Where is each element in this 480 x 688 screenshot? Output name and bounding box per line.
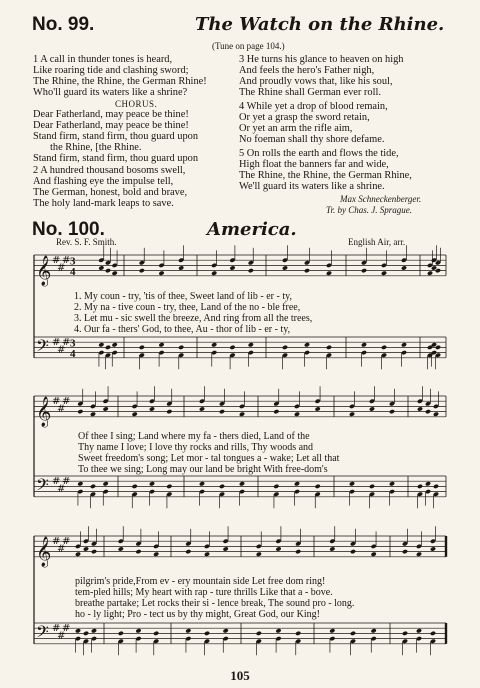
- note-head: [350, 549, 356, 554]
- note-head: [350, 631, 356, 636]
- note-head: [105, 268, 111, 273]
- verse-line: High float the banners far and wide,: [239, 159, 389, 170]
- sharp-icon: #: [57, 483, 66, 495]
- verse-line: We'll guard its waters like a shrine.: [239, 181, 385, 192]
- note-head: [158, 342, 164, 347]
- note-head: [91, 549, 97, 554]
- note-head: [248, 268, 254, 273]
- note-head: [349, 481, 355, 486]
- verse-line: Like roaring tide and clashing sword;: [33, 65, 189, 76]
- note-head: [315, 406, 321, 411]
- note-head: [381, 345, 387, 350]
- note-head: [204, 631, 210, 636]
- note-head: [282, 345, 288, 350]
- note-head: [149, 406, 155, 411]
- note-head: [315, 484, 321, 489]
- note-head: [416, 628, 422, 633]
- verse-line: 2 A hundred thousand bosoms swell,: [33, 165, 186, 176]
- sharp-icon: #: [52, 395, 61, 407]
- note-head: [219, 409, 225, 414]
- hymn-99-title: The Watch on the Rhine.: [195, 14, 445, 35]
- note-head: [204, 552, 210, 557]
- note-head: [90, 412, 96, 417]
- sharp-icon: #: [57, 262, 66, 274]
- note-head: [118, 546, 124, 551]
- time-signature: 4: [70, 265, 76, 278]
- verse-line: The Rhine shall German ever roll.: [239, 87, 381, 98]
- note-head: [369, 484, 375, 489]
- note-head: [83, 546, 89, 551]
- sharp-icon: #: [52, 475, 61, 487]
- sharp-icon: #: [52, 535, 61, 547]
- note-head: [166, 409, 172, 414]
- bass-clef-icon: 𝄢: [36, 621, 49, 646]
- note-head: [275, 546, 281, 551]
- note-head: [199, 481, 205, 486]
- treble-clef-icon: 𝄞: [36, 536, 52, 567]
- verse-line: The Rhine, the Rhine, the German Rhine,: [239, 170, 412, 181]
- note-head: [132, 412, 138, 417]
- lyric-line: pilgrim's pride,From ev - ery mountain side Let free dom ring!: [75, 576, 326, 587]
- note-head: [326, 271, 332, 276]
- note-head: [135, 549, 141, 554]
- verse-line: Or yet a grasp the sword retain,: [239, 112, 370, 123]
- note-head: [294, 481, 300, 486]
- time-signature: 4: [70, 347, 76, 360]
- note-head: [369, 406, 375, 411]
- note-head: [294, 412, 300, 417]
- note-head: [77, 481, 83, 486]
- verse-line: Who'll guard its waters like a shrine?: [33, 87, 188, 98]
- note-head: [211, 271, 217, 276]
- note-head: [77, 409, 83, 414]
- lyric-line: 3. Let mu - sic swell the breeze, And ring from all the trees,: [74, 313, 313, 324]
- note-head: [326, 345, 332, 350]
- note-head: [91, 628, 97, 633]
- note-head: [178, 265, 184, 270]
- note-head: [219, 484, 225, 489]
- note-head: [135, 628, 141, 633]
- note-head: [153, 631, 159, 636]
- lyric-line: 2. My na - tive coun - try, thee, Land of the no - ble free,: [74, 302, 301, 313]
- translator-credit: Tr. by Chas. J. Sprague.: [326, 205, 413, 215]
- bass-clef-icon: 𝄢: [36, 335, 49, 360]
- verse-line: Dear Fatherland, may peace be thine!: [33, 120, 189, 131]
- note-head: [371, 628, 377, 633]
- note-head: [158, 271, 164, 276]
- sharp-icon: #: [52, 622, 61, 634]
- note-head: [304, 268, 310, 273]
- note-head: [256, 631, 262, 636]
- verse-line: 1 A call in thunder tones is heard,: [33, 54, 173, 65]
- verse-line: And proudly vows that, like his soul,: [239, 76, 393, 87]
- note-head: [239, 412, 245, 417]
- note-head: [178, 345, 184, 350]
- verse-line: the Rhine, [the Rhine.: [50, 142, 142, 153]
- lyric-line: 4. Our fa - thers' God, to thee, Au - thor of lib - er - ty,: [74, 324, 291, 335]
- note-head: [416, 552, 422, 557]
- note-head: [139, 268, 145, 273]
- note-head: [402, 631, 408, 636]
- note-head: [329, 628, 335, 633]
- note-head: [381, 271, 387, 276]
- note-head: [90, 484, 96, 489]
- note-head: [256, 552, 262, 557]
- lyric-line: To thee we sing; Long may our land be bright With free-dom's: [78, 464, 328, 475]
- sharp-icon: #: [62, 535, 71, 547]
- note-head: [185, 628, 191, 633]
- verse-line: The Rhine, the Rhine, the German Rhine!: [33, 76, 207, 87]
- note-head: [425, 409, 431, 414]
- note-head: [361, 268, 367, 273]
- page-number: 105: [230, 668, 250, 683]
- note-head: [273, 409, 279, 414]
- verse-line: Stand firm, stand firm, thou guard upon: [33, 131, 199, 142]
- bass-clef-icon: 𝄢: [36, 474, 49, 499]
- sharp-icon: #: [62, 336, 71, 348]
- sharp-icon: #: [57, 403, 66, 415]
- note-head: [223, 628, 229, 633]
- sharp-icon: #: [62, 475, 71, 487]
- note-head: [329, 546, 335, 551]
- verse-line: And flashing eye the impulse tell,: [33, 176, 174, 187]
- time-signature: 3: [70, 337, 76, 350]
- note-head: [433, 484, 439, 489]
- verse-line: 5 On rolls the earth and flows the tide,: [239, 148, 399, 159]
- note-head: [427, 271, 433, 276]
- sharp-icon: #: [62, 622, 71, 634]
- sharp-icon: #: [52, 254, 61, 266]
- note-head: [229, 265, 235, 270]
- sharp-icon: #: [57, 344, 66, 356]
- note-head: [103, 406, 109, 411]
- lyric-line: tem-pled hills; My heart with rap - ture thrills Like that a - bove.: [75, 587, 333, 598]
- note-head: [401, 342, 407, 347]
- verse-line: Dear Fatherland, may peace be thine!: [33, 109, 189, 120]
- note-head: [282, 265, 288, 270]
- note-head: [239, 481, 245, 486]
- note-head: [132, 484, 138, 489]
- note-head: [295, 631, 301, 636]
- note-head: [295, 549, 301, 554]
- note-head: [349, 412, 355, 417]
- note-head: [149, 481, 155, 486]
- note-head: [304, 342, 310, 347]
- note-head: [75, 552, 81, 557]
- hymn-100-tune: English Air, arr.: [348, 237, 406, 247]
- note-head: [153, 552, 159, 557]
- lyric-line: breathe partake; Let rocks their si - lence break, The sound pro - long.: [75, 598, 355, 609]
- note-head: [83, 631, 89, 636]
- verse-line: No foeman shall thy shore defame.: [239, 134, 385, 145]
- note-head: [417, 406, 423, 411]
- sharp-icon: #: [62, 395, 71, 407]
- sharp-icon: #: [57, 630, 66, 642]
- tune-note: (Tune on page 104.): [212, 41, 285, 51]
- time-signature: 3: [70, 255, 76, 268]
- note-head: [401, 265, 407, 270]
- hymn-99-number: No. 99.: [32, 14, 95, 35]
- note-head: [433, 412, 439, 417]
- note-head: [275, 628, 281, 633]
- hymn-100-author: Rev. S. F. Smith.: [56, 237, 117, 247]
- hymn-100-number: No. 100.: [32, 219, 105, 240]
- lyric-line: 1. My coun - try, 'tis of thee, Sweet land of lib - er - ty,: [74, 291, 292, 302]
- note-head: [389, 409, 395, 414]
- sharp-icon: #: [52, 336, 61, 348]
- note-head: [118, 631, 124, 636]
- note-head: [371, 552, 377, 557]
- note-head: [185, 549, 191, 554]
- note-head: [402, 549, 408, 554]
- note-head: [112, 342, 118, 347]
- note-head: [273, 484, 279, 489]
- treble-clef-icon: 𝄞: [36, 396, 52, 427]
- verse-line: Stand firm, stand firm, thou guard upon: [33, 153, 199, 164]
- note-head: [248, 342, 254, 347]
- note-head: [223, 546, 229, 551]
- hymn-100-title: America.: [207, 219, 297, 240]
- note-head: [139, 345, 145, 350]
- verse-line: The holy land-mark leaps to save.: [33, 198, 174, 209]
- verse-line: The German, honest, bold and brave,: [33, 187, 188, 198]
- note-head: [112, 271, 118, 276]
- note-head: [75, 628, 81, 633]
- chorus-label: CHORUS.: [115, 99, 158, 109]
- lyric-line: Thy name I love; I love thy rocks and rills, Thy woods and: [78, 442, 314, 453]
- treble-clef-icon: 𝄞: [36, 255, 52, 286]
- note-head: [103, 481, 109, 486]
- note-head: [98, 342, 104, 347]
- note-head: [389, 481, 395, 486]
- note-head: [105, 345, 111, 350]
- note-head: [229, 345, 235, 350]
- note-head: [211, 342, 217, 347]
- note-head: [425, 481, 431, 486]
- note-head: [430, 546, 436, 551]
- note-head: [361, 342, 367, 347]
- author-credit: Max Schneckenberger.: [340, 194, 422, 204]
- lyric-line: Of thee I sing; Land where my fa - thers died, Land of the: [78, 431, 310, 442]
- note-head: [199, 406, 205, 411]
- note-head: [417, 484, 423, 489]
- sharp-icon: #: [57, 543, 66, 555]
- verse-line: 3 He turns his glance to heaven on high: [239, 54, 404, 65]
- sharp-icon: #: [62, 254, 71, 266]
- verse-line: 4 While yet a drop of blood remain,: [239, 101, 388, 112]
- verse-line: Or yet an arm the rifle aim,: [239, 123, 353, 134]
- note-head: [430, 631, 436, 636]
- lyric-line: Sweet freedom's song; Let mor - tal tongues a - wake; Let all that: [78, 453, 340, 464]
- lyric-line: ho - ly light; Pro - tect us by thy might, Great God, our King!: [75, 609, 320, 620]
- note-head: [98, 265, 104, 270]
- note-head: [166, 484, 172, 489]
- verse-line: And feels the hero's Father nigh,: [239, 65, 375, 76]
